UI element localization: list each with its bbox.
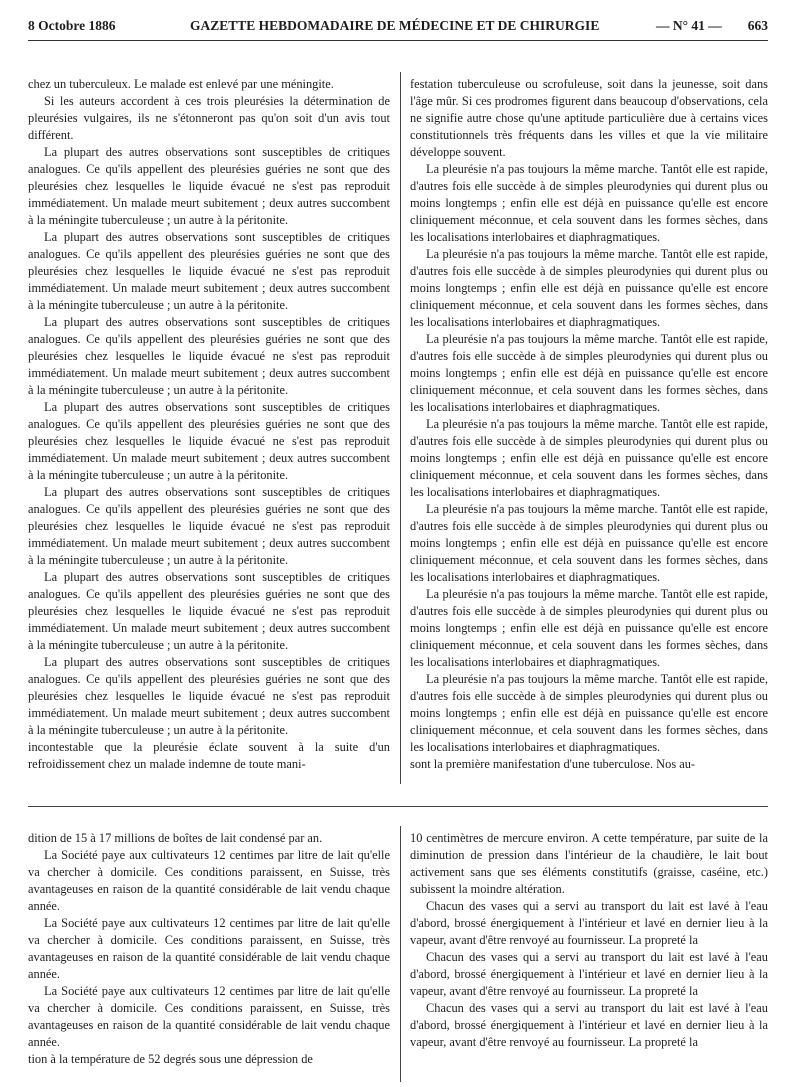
paragraph: La plupart des autres observations sont susceptibles de critiques analogues. Ce qu'ils appellent des pleurésies guéries ne sont que des pleurésies chez lesquelles le liquide évacué ne s'est pas reproduit immédiatement. Un malade meurt subitement ; deux autres succombent à la méningite tuberculeuse ; un autre à la péritonite.: [28, 655, 390, 737]
paragraph: La plupart des autres observations sont susceptibles de critiques analogues. Ce qu'ils appellent des pleurésies guéries ne sont que des pleurésies chez lesquelles le liquide évacué ne s'est pas reproduit immédiatement. Un malade meurt subitement ; deux autres succombent à la méningite tuberculeuse ; un autre à la péritonite.: [28, 145, 390, 227]
paragraph: La plupart des autres observations sont susceptibles de critiques analogues. Ce qu'ils appellent des pleurésies guéries ne sont que des pleurésies chez lesquelles le liquide évacué ne s'est pas reproduit immédiatement. Un malade meurt subitement ; deux autres succombent à la méningite tuberculeuse ; un autre à la péritonite.: [28, 570, 390, 652]
paragraph: Chacun des vases qui a servi au transport du lait est lavé à l'eau d'abord, brossé énergiquement à l'intérieur et lavé en dernier lieu à la vapeur, avant d'être renvoyé au fournisseur. La propreté la: [410, 950, 768, 998]
paragraph: incontestable que la pleurésie éclate souvent à la suite d'un refroidissement chez un malade indemne de toute mani-: [28, 740, 390, 771]
paragraph: La plupart des autres observations sont susceptibles de critiques analogues. Ce qu'ils appellent des pleurésies guéries ne sont que des pleurésies chez lesquelles le liquide évacué ne s'est pas reproduit immédiatement. Un malade meurt subitement ; deux autres succombent à la méningite tuberculeuse ; un autre à la péritonite.: [28, 230, 390, 312]
paragraph: dition de 15 à 17 millions de boîtes de lait condensé par an.: [28, 831, 323, 845]
paragraph: Chacun des vases qui a servi au transport du lait est lavé à l'eau d'abord, brossé énergiquement à l'intérieur et lavé en dernier lieu à la vapeur, avant d'être renvoyé au fournisseur. La propreté la: [410, 899, 768, 947]
paragraph: La plupart des autres observations sont susceptibles de critiques analogues. Ce qu'ils appellent des pleurésies guéries ne sont que des pleurésies chez lesquelles le liquide évacué ne s'est pas reproduit immédiatement. Un malade meurt subitement ; deux autres succombent à la méningite tuberculeuse ; un autre à la péritonite.: [28, 400, 390, 482]
page-header: [28, 14, 768, 41]
paragraph: chez un tuberculeux. Le malade est enlevé par une méningite.: [28, 77, 334, 91]
paragraph: festation tuberculeuse ou scrofuleuse, soit dans la jeunesse, soit dans l'âge mûr. Si ces prodromes figurent dans beaucoup d'observations, cela ne signifie autre chose qu'une aptitude particulière due à certains vices constitutionnels très fréquents dans les villes et que la vie militaire développe souvent.: [410, 77, 768, 159]
paragraph: La pleurésie n'a pas toujours la même marche. Tantôt elle est rapide, d'autres fois elle succède à de simples pleurodynies qui durent plus ou moins longtemps ; enfin elle est déjà en puissance qu'elle est encore cliniquement méconnue, et cela souvent dans les formes sèches, dans les localisations interlobaires et diaphragmatiques.: [410, 587, 768, 669]
paragraph: La Société paye aux cultivateurs 12 centimes par litre de lait qu'elle va chercher à domicile. Ces conditions paraissent, en Suisse, très avantageuses en raison de la quantité considérable de lait vendu chaque année.: [28, 848, 390, 913]
paragraph: La plupart des autres observations sont susceptibles de critiques analogues. Ce qu'ils appellent des pleurésies guéries ne sont que des pleurésies chez lesquelles le liquide évacué ne s'est pas reproduit immédiatement. Un malade meurt subitement ; deux autres succombent à la méningite tuberculeuse ; un autre à la péritonite.: [28, 485, 390, 567]
paragraph: sont la première manifestation d'une tuberculose. Nos au-: [410, 757, 696, 771]
column-divider-top: [400, 72, 401, 784]
paragraph: La pleurésie n'a pas toujours la même marche. Tantôt elle est rapide, d'autres fois elle succède à de simples pleurodynies qui durent plus ou moins longtemps ; enfin elle est déjà en puissance qu'elle est encore cliniquement méconnue, et cela souvent dans les formes sèches, dans les localisations interlobaires et diaphragmatiques.: [410, 247, 768, 329]
milk-article-column-right: [410, 830, 768, 1080]
paragraph: La pleurésie n'a pas toujours la même marche. Tantôt elle est rapide, d'autres fois elle succède à de simples pleurodynies qui durent plus ou moins longtemps ; enfin elle est déjà en puissance qu'elle est encore cliniquement méconnue, et cela souvent dans les formes sèches, dans les localisations interlobaires et diaphragmatiques.: [410, 672, 768, 754]
paragraph: La plupart des autres observations sont susceptibles de critiques analogues. Ce qu'ils appellent des pleurésies guéries ne sont que des pleurésies chez lesquelles le liquide évacué ne s'est pas reproduit immédiatement. Un malade meurt subitement ; deux autres succombent à la méningite tuberculeuse ; un autre à la péritonite.: [28, 315, 390, 397]
paragraph: La pleurésie n'a pas toujours la même marche. Tantôt elle est rapide, d'autres fois elle succède à de simples pleurodynies qui durent plus ou moins longtemps ; enfin elle est déjà en puissance qu'elle est encore cliniquement méconnue, et cela souvent dans les formes sèches, dans les localisations interlobaires et diaphragmatiques.: [410, 162, 768, 244]
issue-date: 8 Octobre 1886: [28, 18, 116, 33]
article-column-left: [28, 76, 390, 780]
paragraph: La Société paye aux cultivateurs 12 centimes par litre de lait qu'elle va chercher à domicile. Ces conditions paraissent, en Suisse, très avantageuses en raison de la quantité considérable de lait vendu chaque année.: [28, 916, 390, 981]
paragraph: Chacun des vases qui a servi au transport du lait est lavé à l'eau d'abord, brossé énergiquement à l'intérieur et lavé en dernier lieu à la vapeur, avant d'être renvoyé au fournisseur. La propreté la: [410, 1001, 768, 1049]
issue-number: — N° 41 —: [656, 18, 722, 33]
milk-article-column-left: [28, 830, 390, 1080]
paragraph: La Société paye aux cultivateurs 12 centimes par litre de lait qu'elle va chercher à domicile. Ces conditions paraissent, en Suisse, très avantageuses en raison de la quantité considérable de lait vendu chaque année.: [28, 984, 390, 1049]
paragraph: La pleurésie n'a pas toujours la même marche. Tantôt elle est rapide, d'autres fois elle succède à de simples pleurodynies qui durent plus ou moins longtemps ; enfin elle est déjà en puissance qu'elle est encore cliniquement méconnue, et cela souvent dans les formes sèches, dans les localisations interlobaires et diaphragmatiques.: [410, 332, 768, 414]
journal-title: GAZETTE HEBDOMADAIRE DE MÉDECINE ET DE CHIRURGIE: [190, 18, 600, 33]
paragraph: La pleurésie n'a pas toujours la même marche. Tantôt elle est rapide, d'autres fois elle succède à de simples pleurodynies qui durent plus ou moins longtemps ; enfin elle est déjà en puissance qu'elle est encore cliniquement méconnue, et cela souvent dans les formes sèches, dans les localisations interlobaires et diaphragmatiques.: [410, 417, 768, 499]
paragraph: La pleurésie n'a pas toujours la même marche. Tantôt elle est rapide, d'autres fois elle succède à de simples pleurodynies qui durent plus ou moins longtemps ; enfin elle est déjà en puissance qu'elle est encore cliniquement méconnue, et cela souvent dans les formes sèches, dans les localisations interlobaires et diaphragmatiques.: [410, 502, 768, 584]
page-number: 663: [747, 18, 768, 33]
paragraph: Si les auteurs accordent à ces trois pleurésies la détermination de pleurésies vulgaires, ils ne s'étonneront pas qu'on soit d'un avis tout différent.: [28, 94, 390, 142]
article-column-right: [410, 76, 768, 780]
paragraph: tion à la température de 52 degrés sous une dépression de: [28, 1052, 313, 1066]
column-divider-bottom: [400, 826, 401, 1082]
section-separator: [28, 806, 768, 807]
paragraph: 10 centimètres de mercure environ. A cette température, par suite de la diminution de pression dans l'intérieur de la chaudière, le lait bout activement sans que ses éléments constitutifs (graisse, caséine, etc.) subissent la moindre altération.: [410, 831, 768, 896]
